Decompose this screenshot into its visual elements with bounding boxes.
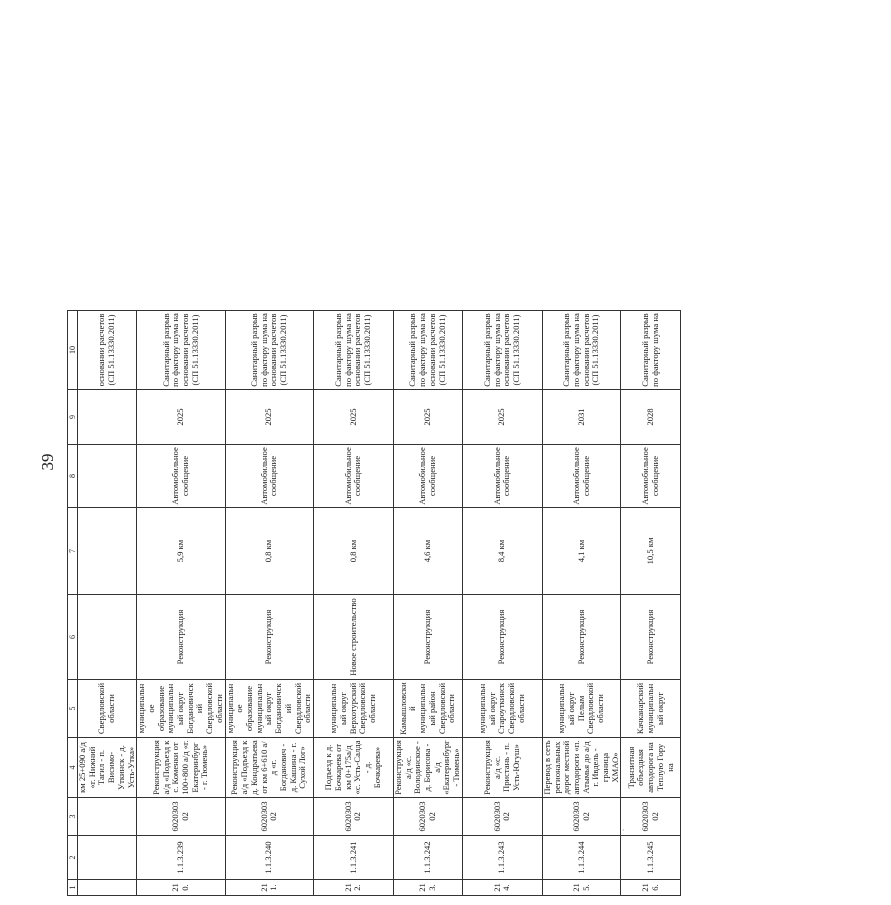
object-name-cell: Реконструкция а/д «с. Пристань - п. Усть-Югуш» [462, 738, 542, 798]
basis-cell: Санитарный разрыв по фактору шума на основании расчетов (СП 51.13330.2011) [542, 311, 621, 390]
column-number: 10 [68, 311, 78, 390]
column-number: 8 [68, 445, 78, 508]
territory-cell: муниципальное образование муниципальный округ Богдановичский Свердловской области [137, 680, 225, 738]
object-name-cell: км 25+090 а/д «г. Нижний Тагил - п. Висимо-Уткинск - д. Усть-Утка» [78, 738, 137, 798]
okved-cell: 602030302 [137, 798, 225, 836]
okved-cell: 602030302 [313, 798, 393, 836]
territory-cell: муниципальный округ Староуткинск Свердловской области [462, 680, 542, 738]
table-row [313, 311, 393, 896]
objects-table [67, 310, 681, 896]
continuation-row [78, 311, 137, 896]
okved-cell: 602030302 [621, 798, 681, 836]
year-cell: 2025 [462, 390, 542, 445]
table-row [225, 311, 313, 896]
territory-cell: Свердловской области [78, 680, 137, 738]
territory-cell: муниципальное образование муниципальный округ Богдановичский Свердловской области [225, 680, 313, 738]
row-number-cell: 210. [137, 880, 225, 896]
column-number: 5 [68, 680, 78, 738]
length-cell: 10,5 км [621, 508, 681, 595]
column-number: 2 [68, 836, 78, 880]
work-type-cell: Реконструкция [621, 595, 681, 680]
object-name-cell: Транзитная объездная автодорога на Теплую Гору на [621, 738, 681, 798]
work-type-cell: Реконструкция [137, 595, 225, 680]
code-cell: 1.1.3.243 [462, 836, 542, 880]
column-number: 1 [68, 880, 78, 896]
length-cell: 5,9 км [137, 508, 225, 595]
object-name-cell: Реконструкция а/д «Подъезд к с. Коменки от 100+800 а/д «г. Екатеринбург - г. Тюмень» [137, 738, 225, 798]
row-number-cell: 213. [393, 880, 462, 896]
territory-cell: муниципальный округ Пелым Свердловской области [542, 680, 621, 738]
row-number-cell: 212. [313, 880, 393, 896]
page-number: 39 [38, 453, 57, 471]
rotated-table-block [67, 313, 891, 896]
code-cell: 1.1.3.245 [621, 836, 681, 880]
work-type-cell: Реконструкция [462, 595, 542, 680]
territory-cell: Качканарский муниципальный округ [621, 680, 681, 738]
column-number: 7 [68, 508, 78, 595]
purpose-cell: Автомобильное сообщение [462, 445, 542, 508]
column-number-row [68, 311, 78, 896]
basis-cell: Санитарный разрыв по фактору шума на основании расчетов (СП 51.13330.2011) [137, 311, 225, 390]
work-type-cell: Реконструкция [225, 595, 313, 680]
basis-cell: Санитарный разрыв по фактору шума на основании расчетов (СП 51.13330.2011) [225, 311, 313, 390]
table-row [621, 311, 681, 896]
year-cell: 2025 [393, 390, 462, 445]
code-cell: 1.1.3.240 [225, 836, 313, 880]
row-number-cell: 215. [542, 880, 621, 896]
length-cell: 8,4 км [462, 508, 542, 595]
row-number-cell: 216. [621, 880, 681, 896]
okved-cell: 602030302 [225, 798, 313, 836]
table-row [542, 311, 621, 896]
purpose-cell: Автомобильное сообщение [137, 445, 225, 508]
length-cell: 0,8 км [313, 508, 393, 595]
column-number: 3 [68, 798, 78, 836]
length-cell: 4,1 км [542, 508, 621, 595]
row-number-cell: 214. [462, 880, 542, 896]
column-number: 6 [68, 595, 78, 680]
object-name-cell: Перевод в сеть региональных дорог местной автодороги «п. Атымья до а/д г. Ивдель - граница ХМАО» [542, 738, 621, 798]
basis-cell: основании расчетов (СП 51.13330.2011) [78, 311, 137, 390]
code-cell: 1.1.3.244 [542, 836, 621, 880]
code-cell: 1.1.3.242 [393, 836, 462, 880]
year-cell: 2025 [225, 390, 313, 445]
basis-cell: Санитарный разрыв по фактору шума на [621, 311, 681, 390]
object-name-cell: Реконструкция а/д «с. Володинское - д. Борисова - а/д «Екатеринбург - Тюмень» [393, 738, 462, 798]
row-number-cell: 211. [225, 880, 313, 896]
year-cell: 2025 [313, 390, 393, 445]
basis-cell: Санитарный разрыв по фактору шума на основании расчетов (СП 51.13330.2011) [313, 311, 393, 390]
purpose-cell: Автомобильное сообщение [542, 445, 621, 508]
work-type-cell: Реконструкция [542, 595, 621, 680]
work-type-cell: Реконструкция [393, 595, 462, 680]
work-type-cell: Новое строительство [313, 595, 393, 680]
okved-cell: 602030302 [393, 798, 462, 836]
year-cell: 2028 [621, 390, 681, 445]
basis-cell: Санитарный разрыв по фактору шума на основании расчетов (СП 51.13330.2011) [462, 311, 542, 390]
purpose-cell: Автомобильное сообщение [313, 445, 393, 508]
code-cell: 1.1.3.239 [137, 836, 225, 880]
purpose-cell: Автомобильное сообщение [393, 445, 462, 508]
basis-cell: Санитарный разрыв по фактору шума на основании расчетов (СП 51.13330.2011) [393, 311, 462, 390]
length-cell: 4,6 км [393, 508, 462, 595]
object-name-cell: Реконструкция а/д «Подъезд к д. Кондратьева от км 6+610 а/д «г. Богданович - д. Кашина - г. Сухой Лог» [225, 738, 313, 798]
year-cell: 2031 [542, 390, 621, 445]
okved-cell: 602030302 [542, 798, 621, 836]
territory-cell: Камышловский муниципальный район Свердловской области [393, 680, 462, 738]
column-number: 4 [68, 738, 78, 798]
column-number: 9 [68, 390, 78, 445]
year-cell: 2025 [137, 390, 225, 445]
territory-cell: муниципальный округ Верхотурский Свердловской области [313, 680, 393, 738]
okved-cell: 602030302 [462, 798, 542, 836]
scan-mark: · [622, 826, 625, 835]
table-row [462, 311, 542, 896]
table-row [393, 311, 462, 896]
length-cell: 0,8 км [225, 508, 313, 595]
code-cell: 1.1.3.241 [313, 836, 393, 880]
object-name-cell: Подъезд к д. Бочкарева от км 0+175а/д «с. Усть-Салда - д. Бочкарева» [313, 738, 393, 798]
table-row [137, 311, 225, 896]
purpose-cell: Автомобильное сообщение [621, 445, 681, 508]
purpose-cell: Автомобильное сообщение [225, 445, 313, 508]
